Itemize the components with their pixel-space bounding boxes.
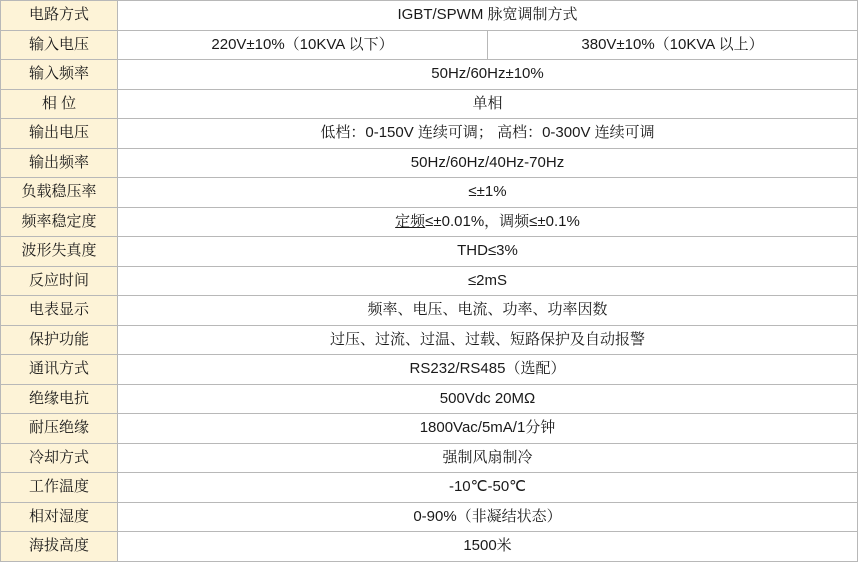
table-row (1, 237, 858, 267)
table-row (1, 207, 858, 237)
row-label: 绝缘电抗 (1, 384, 118, 414)
row-label: 负载稳压率 (1, 178, 118, 208)
row-label: 相 位 (1, 89, 118, 119)
row-value: 频率、电压、电流、功率、功率因数 (118, 296, 858, 326)
row-value: 强制风扇制冷 (118, 443, 858, 473)
row-label: 频率稳定度 (1, 207, 118, 237)
row-label: 相对湿度 (1, 502, 118, 532)
table-row (1, 178, 858, 208)
table-row (1, 473, 858, 503)
row-label: 电表显示 (1, 296, 118, 326)
table-row (1, 502, 858, 532)
row-value: 低档：0-150V 连续可调； 高档：0-300V 连续可调 (118, 119, 858, 149)
row-value: 50Hz/60Hz/40Hz-70Hz (118, 148, 858, 178)
row-label: 反应时间 (1, 266, 118, 296)
row-value: 过压、过流、过温、过载、短路保护及自动报警 (118, 325, 858, 355)
row-value: 1800Vac/5mA/1分钟 (118, 414, 858, 444)
row-value: RS232/RS485（选配） (118, 355, 858, 385)
row-value: 单相 (118, 89, 858, 119)
row-value: THD≤3% (118, 237, 858, 267)
row-label: 冷却方式 (1, 443, 118, 473)
row-value: IGBT/SPWM 脉宽调制方式 (118, 1, 858, 31)
row-label: 输入频率 (1, 60, 118, 90)
row-label: 输出频率 (1, 148, 118, 178)
table-row (1, 355, 858, 385)
table-row (1, 325, 858, 355)
table-row (1, 148, 858, 178)
row-label: 海拔高度 (1, 532, 118, 562)
row-value: ≤2mS (118, 266, 858, 296)
row-value: ≤±1% (118, 178, 858, 208)
row-label: 通讯方式 (1, 355, 118, 385)
table-body (1, 1, 858, 562)
table-row (1, 296, 858, 326)
table-row (1, 414, 858, 444)
table-row (1, 89, 858, 119)
table-row (1, 532, 858, 562)
row-value: 380V±10%（10KVA 以上） (488, 30, 858, 60)
table-row (1, 30, 858, 60)
table-row (1, 384, 858, 414)
row-value: -10℃-50℃ (118, 473, 858, 503)
row-value: 1500米 (118, 532, 858, 562)
row-label: 输出电压 (1, 119, 118, 149)
row-value: 定频≤±0.01%，调频≤±0.1% (118, 207, 858, 237)
row-label: 耐压绝缘 (1, 414, 118, 444)
table-row (1, 119, 858, 149)
row-value: 500Vdc 20MΩ (118, 384, 858, 414)
table-row (1, 443, 858, 473)
row-value: 50Hz/60Hz±10% (118, 60, 858, 90)
row-value: 0-90%（非凝结状态） (118, 502, 858, 532)
row-label: 波形失真度 (1, 237, 118, 267)
underlined-text: 定频 (395, 212, 426, 230)
row-label: 输入电压 (1, 30, 118, 60)
row-label: 工作温度 (1, 473, 118, 503)
row-label: 电路方式 (1, 1, 118, 31)
row-label: 保护功能 (1, 325, 118, 355)
table-row (1, 1, 858, 31)
table-row (1, 60, 858, 90)
table-row (1, 266, 858, 296)
row-value: 220V±10%（10KVA 以下） (118, 30, 488, 60)
